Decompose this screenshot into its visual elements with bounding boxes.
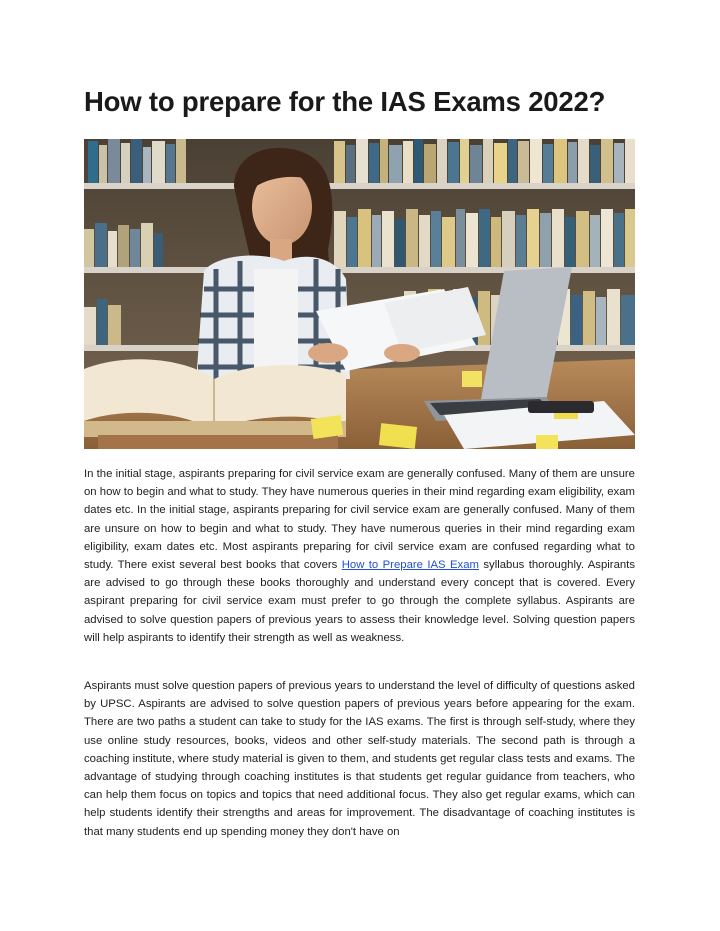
paragraph-1-text-start: In the initial stage, aspirants preparing for civil service exam are generally confused. Many of them are unsure on how to begin and what to study. They have numerous queries in their mind regarding exam eligibility, exam dates etc. In the initial stage, aspirants preparing for civil service exam are generally confused. Many of them are unsure on how to begin and what to study. They have numerous queries in their mind regarding exam eligibility, exam dates etc. Most aspirants preparing for civil service exam are confused regarding what to study. There exist several best books that covers <box>84 468 635 572</box>
article-image <box>84 139 635 449</box>
paragraph-1-text-end: syllabus thoroughly. Aspirants are advised to go through these books thoroughly and understand every concept that is covered. Every aspirant preparing for civil service exam must prefer to go through the complete syllabus. Aspirants are advised to solve question papers of previous years to assess their knowledge level. Solving question papers will help aspirants to identify their strength as well as weakness. <box>84 559 636 644</box>
page-title: How to prepare for the IAS Exams 2022? <box>84 86 606 117</box>
prepare-ias-exam-link[interactable]: How to Prepare IAS Exam <box>341 559 479 572</box>
paragraph-2: Aspirants must solve question papers of previous years to understand the level of difficulty of questions asked by UPSC. Aspirants are advised to solve question papers of previous years before appearing for the exam. There are two paths a student can take to study for the IAS exams. The first is through self-study, where they use online study resources, books, videos and other self-study materials. The second path is through a coaching institute, where study material is given to them, and students get regular class tests and exams. The advantage of studying through coaching institutes is that students get regular guidance from teachers, who can help them focus on topics and topics that need additional focus. They also get regular exams, which can help students identify their strengths and areas for improvement. The disadvantage of coaching institutes is that many students end up spending money they don't have on <box>84 680 635 838</box>
paragraph-1 <box>84 465 635 647</box>
